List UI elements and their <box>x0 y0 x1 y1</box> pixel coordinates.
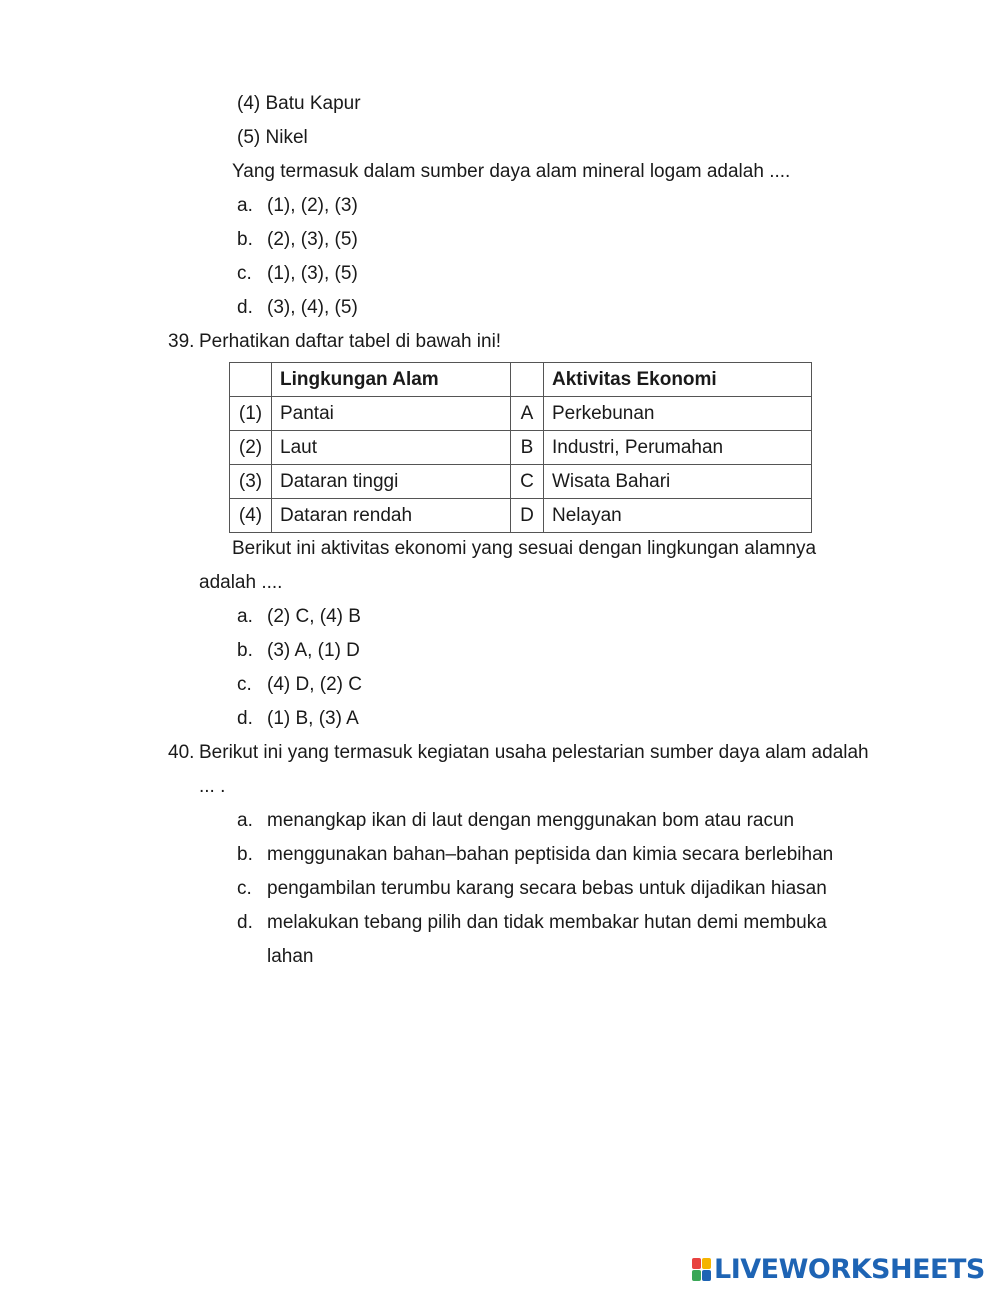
q40-option-b[interactable]: menggunakan bahan–bahan peptisida dan kimia secara berlebihan <box>267 844 834 865</box>
q40-option-a[interactable]: menangkap ikan di laut dengan menggunakan bom atau racun <box>267 810 795 831</box>
table-cell: A <box>511 397 544 431</box>
q39-option-c[interactable]: (4) D, (2) C <box>267 674 362 695</box>
table-header-cell: Lingkungan Alam <box>272 363 511 397</box>
q39-option-d[interactable]: (1) B, (3) A <box>267 708 359 729</box>
q38-question: Yang termasuk dalam sumber daya alam mineral logam adalah .... <box>232 161 791 182</box>
q39-question-line2: adalah .... <box>199 572 283 593</box>
table-cell: Pantai <box>272 397 511 431</box>
table-header-cell: Aktivitas Ekonomi <box>544 363 812 397</box>
table-cell: (2) <box>230 431 272 465</box>
table-cell: Wisata Bahari <box>544 465 812 499</box>
q40-option-d-continuation[interactable]: lahan <box>267 946 314 967</box>
table-cell: (4) <box>230 499 272 533</box>
table-cell: (1) <box>230 397 272 431</box>
q40-option-d-letter[interactable]: d. <box>237 912 253 933</box>
table-cell: C <box>511 465 544 499</box>
q39-option-d-letter[interactable]: d. <box>237 708 253 729</box>
q38-option-c-letter[interactable]: c. <box>237 263 252 284</box>
table-cell: Laut <box>272 431 511 465</box>
table-row <box>230 431 812 465</box>
q39-table <box>229 362 812 533</box>
table-header-row <box>230 363 812 397</box>
q39-number: 39. <box>168 331 195 352</box>
q39-option-b[interactable]: (3) A, (1) D <box>267 640 360 661</box>
q40-option-c-letter[interactable]: c. <box>237 878 252 899</box>
liveworksheets-logo-mark-icon <box>692 1258 712 1282</box>
table-cell: Dataran tinggi <box>272 465 511 499</box>
table-header-cell <box>511 363 544 397</box>
q39-option-c-letter[interactable]: c. <box>237 674 252 695</box>
q39-option-a-letter[interactable]: a. <box>237 606 253 627</box>
table-row <box>230 397 812 431</box>
q39-option-b-letter[interactable]: b. <box>237 640 253 661</box>
q39-question-line1: Berikut ini aktivitas ekonomi yang sesuai dengan lingkungan alamnya <box>232 538 817 559</box>
q38-item-4: (4) Batu Kapur <box>237 93 361 114</box>
table-cell: Industri, Perumahan <box>544 431 812 465</box>
table-cell: D <box>511 499 544 533</box>
q39-prompt: Perhatikan daftar tabel di bawah ini! <box>199 331 502 352</box>
q40-option-a-letter[interactable]: a. <box>237 810 253 831</box>
q40-option-c[interactable]: pengambilan terumbu karang secara bebas untuk dijadikan hiasan <box>267 878 827 899</box>
q38-option-c[interactable]: (1), (3), (5) <box>267 263 358 284</box>
q40-question-line1: Berikut ini yang termasuk kegiatan usaha pelestarian sumber daya alam adalah <box>199 742 869 763</box>
table-row <box>230 499 812 533</box>
table-row <box>230 465 812 499</box>
table-header-cell <box>230 363 272 397</box>
table-cell: Nelayan <box>544 499 812 533</box>
q38-option-b-letter[interactable]: b. <box>237 229 253 250</box>
q38-option-b[interactable]: (2), (3), (5) <box>267 229 358 250</box>
table-cell: B <box>511 431 544 465</box>
q38-option-a[interactable]: (1), (2), (3) <box>267 195 358 216</box>
q40-number: 40. <box>168 742 195 763</box>
q38-option-d-letter[interactable]: d. <box>237 297 253 318</box>
q38-item-5: (5) Nikel <box>237 127 308 148</box>
q40-option-b-letter[interactable]: b. <box>237 844 253 865</box>
liveworksheets-logo <box>692 1256 985 1284</box>
q40-question-line2: ... . <box>199 776 226 797</box>
table-cell: Dataran rendah <box>272 499 511 533</box>
table-cell: Perkebunan <box>544 397 812 431</box>
q40-option-d[interactable]: melakukan tebang pilih dan tidak membakar hutan demi membuka <box>267 912 827 933</box>
q38-option-d[interactable]: (3), (4), (5) <box>267 297 358 318</box>
table-cell: (3) <box>230 465 272 499</box>
q39-option-a[interactable]: (2) C, (4) B <box>267 606 361 627</box>
liveworksheets-logo-text: LIVEWORKSHEETS <box>714 1254 985 1285</box>
q38-option-a-letter[interactable]: a. <box>237 195 253 216</box>
